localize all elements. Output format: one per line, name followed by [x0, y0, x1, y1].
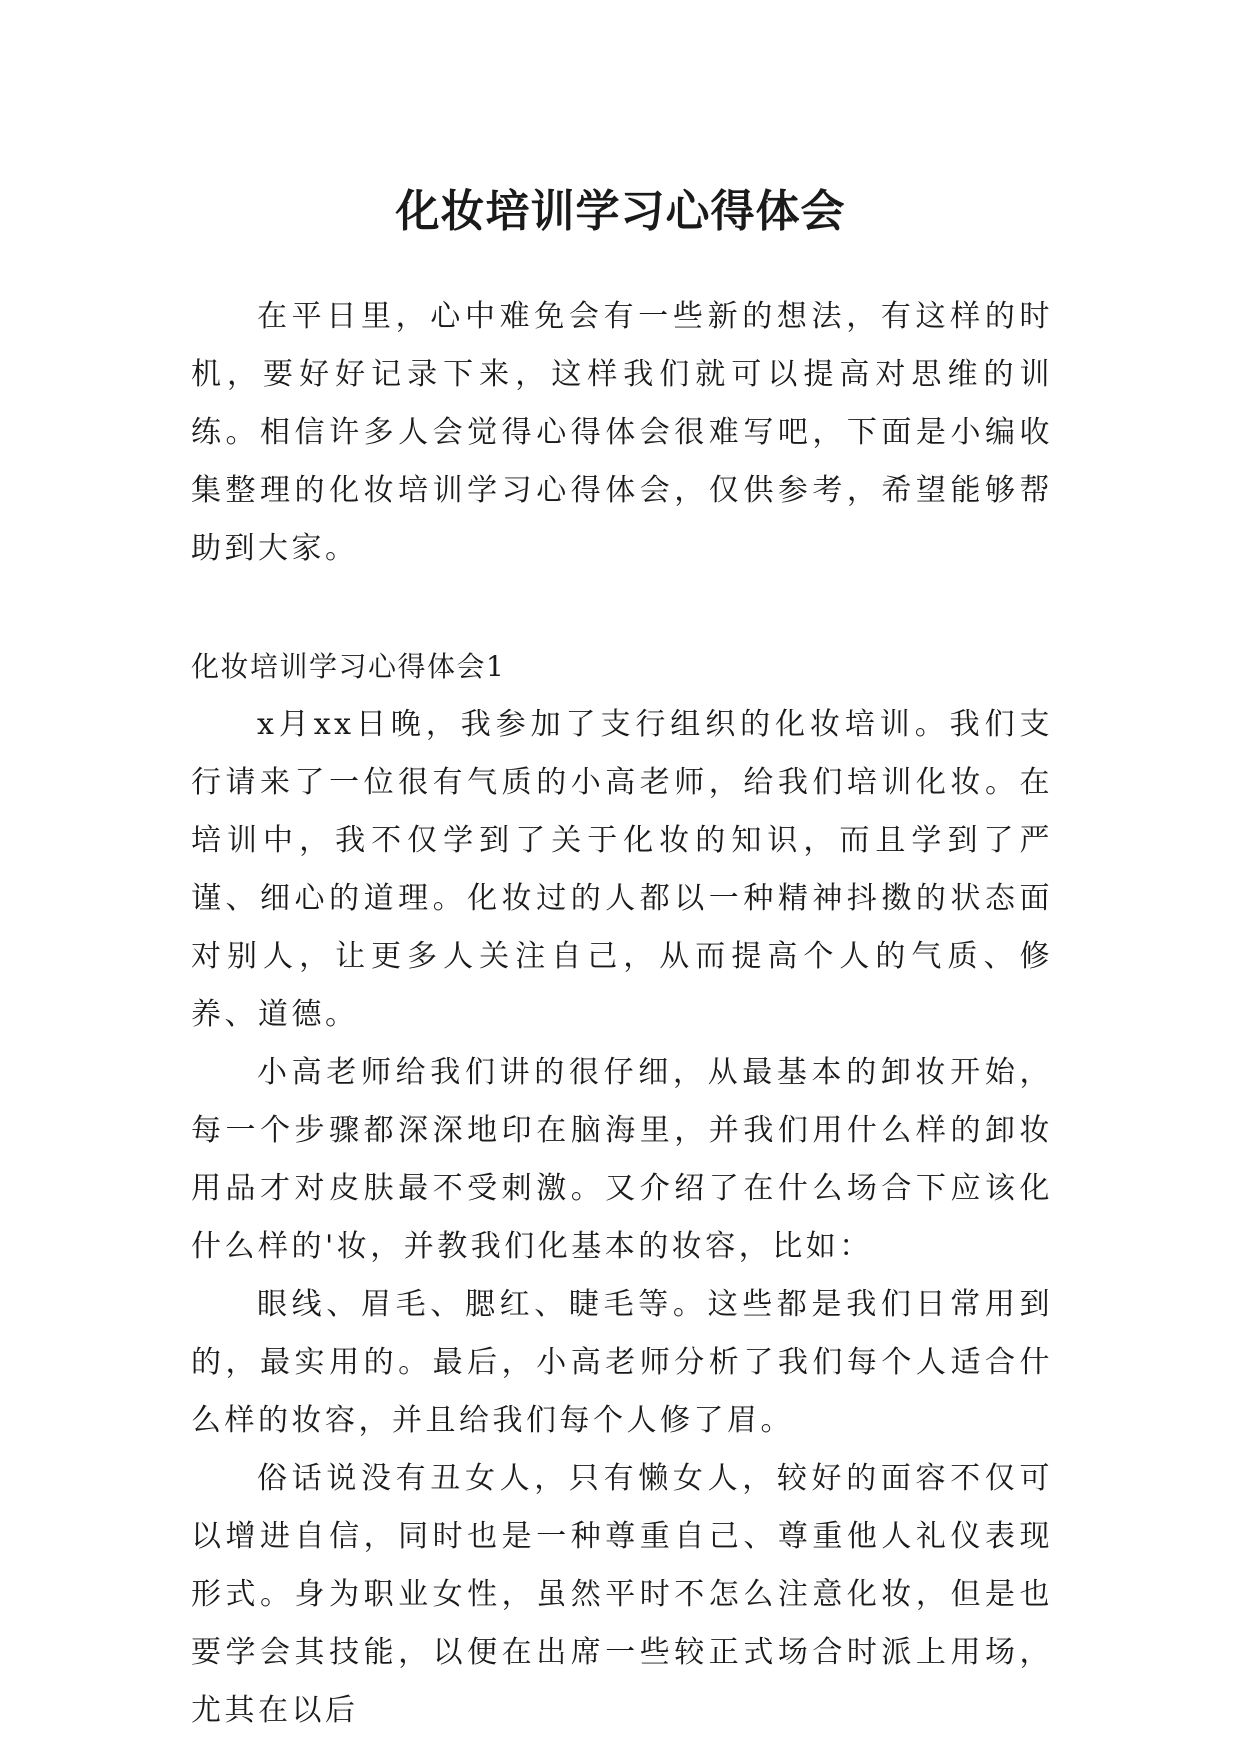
section-heading: 化妆培训学习心得体会1 — [191, 650, 506, 683]
body-paragraph-3: 眼线、眉毛、腮红、睫毛等。这些都是我们日常用到的，最实用的。最后，小高老师分析了我们每个人适合什么样的妆容，并且给我们每个人修了眉。 — [191, 1287, 1053, 1438]
body-paragraph-1: x月xx日晚，我参加了支行组织的化妆培训。我们支行请来了一位很有气质的小高老师，给我们培训化妆。在培训中，我不仅学到了关于化妆的知识，而且学到了严谨、细心的道理。化妆过的人都以一种精神抖擞的状态面对别人，让更多人关注自己，从而提高个人的气质、修养、道德。 — [191, 707, 1053, 1032]
body-paragraph-4: 俗话说没有丑女人，只有懒女人，较好的面容不仅可以增进自信，同时也是一种尊重自己、尊重他人礼仪表现形式。身为职业女性，虽然平时不怎么注意化妆，但是也要学会其技能，以便在出席一些较正式场合时派上用场，尤其在以后 — [191, 1461, 1053, 1728]
document-title: 化妆培训学习心得体会 — [395, 186, 846, 238]
intro-paragraph: 在平日里，心中难免会有一些新的想法，有这样的时机，要好好记录下来，这样我们就可以提高对思维的训练。相信许多人会觉得心得体会很难写吧，下面是小编收集整理的化妆培训学习心得体会，仅供参考，希望能够帮助到大家。 — [191, 299, 1053, 566]
document-body — [191, 288, 1053, 1740]
section-spacer — [191, 578, 1053, 638]
body-paragraph-2: 小高老师给我们讲的很仔细，从最基本的卸妆开始，每一个步骤都深深地印在脑海里，并我们用什么样的卸妆用品才对皮肤最不受刺激。又介绍了在什么场合下应该化什么样的'妆，并教我们化基本的妆容，比如： — [191, 1055, 1053, 1264]
